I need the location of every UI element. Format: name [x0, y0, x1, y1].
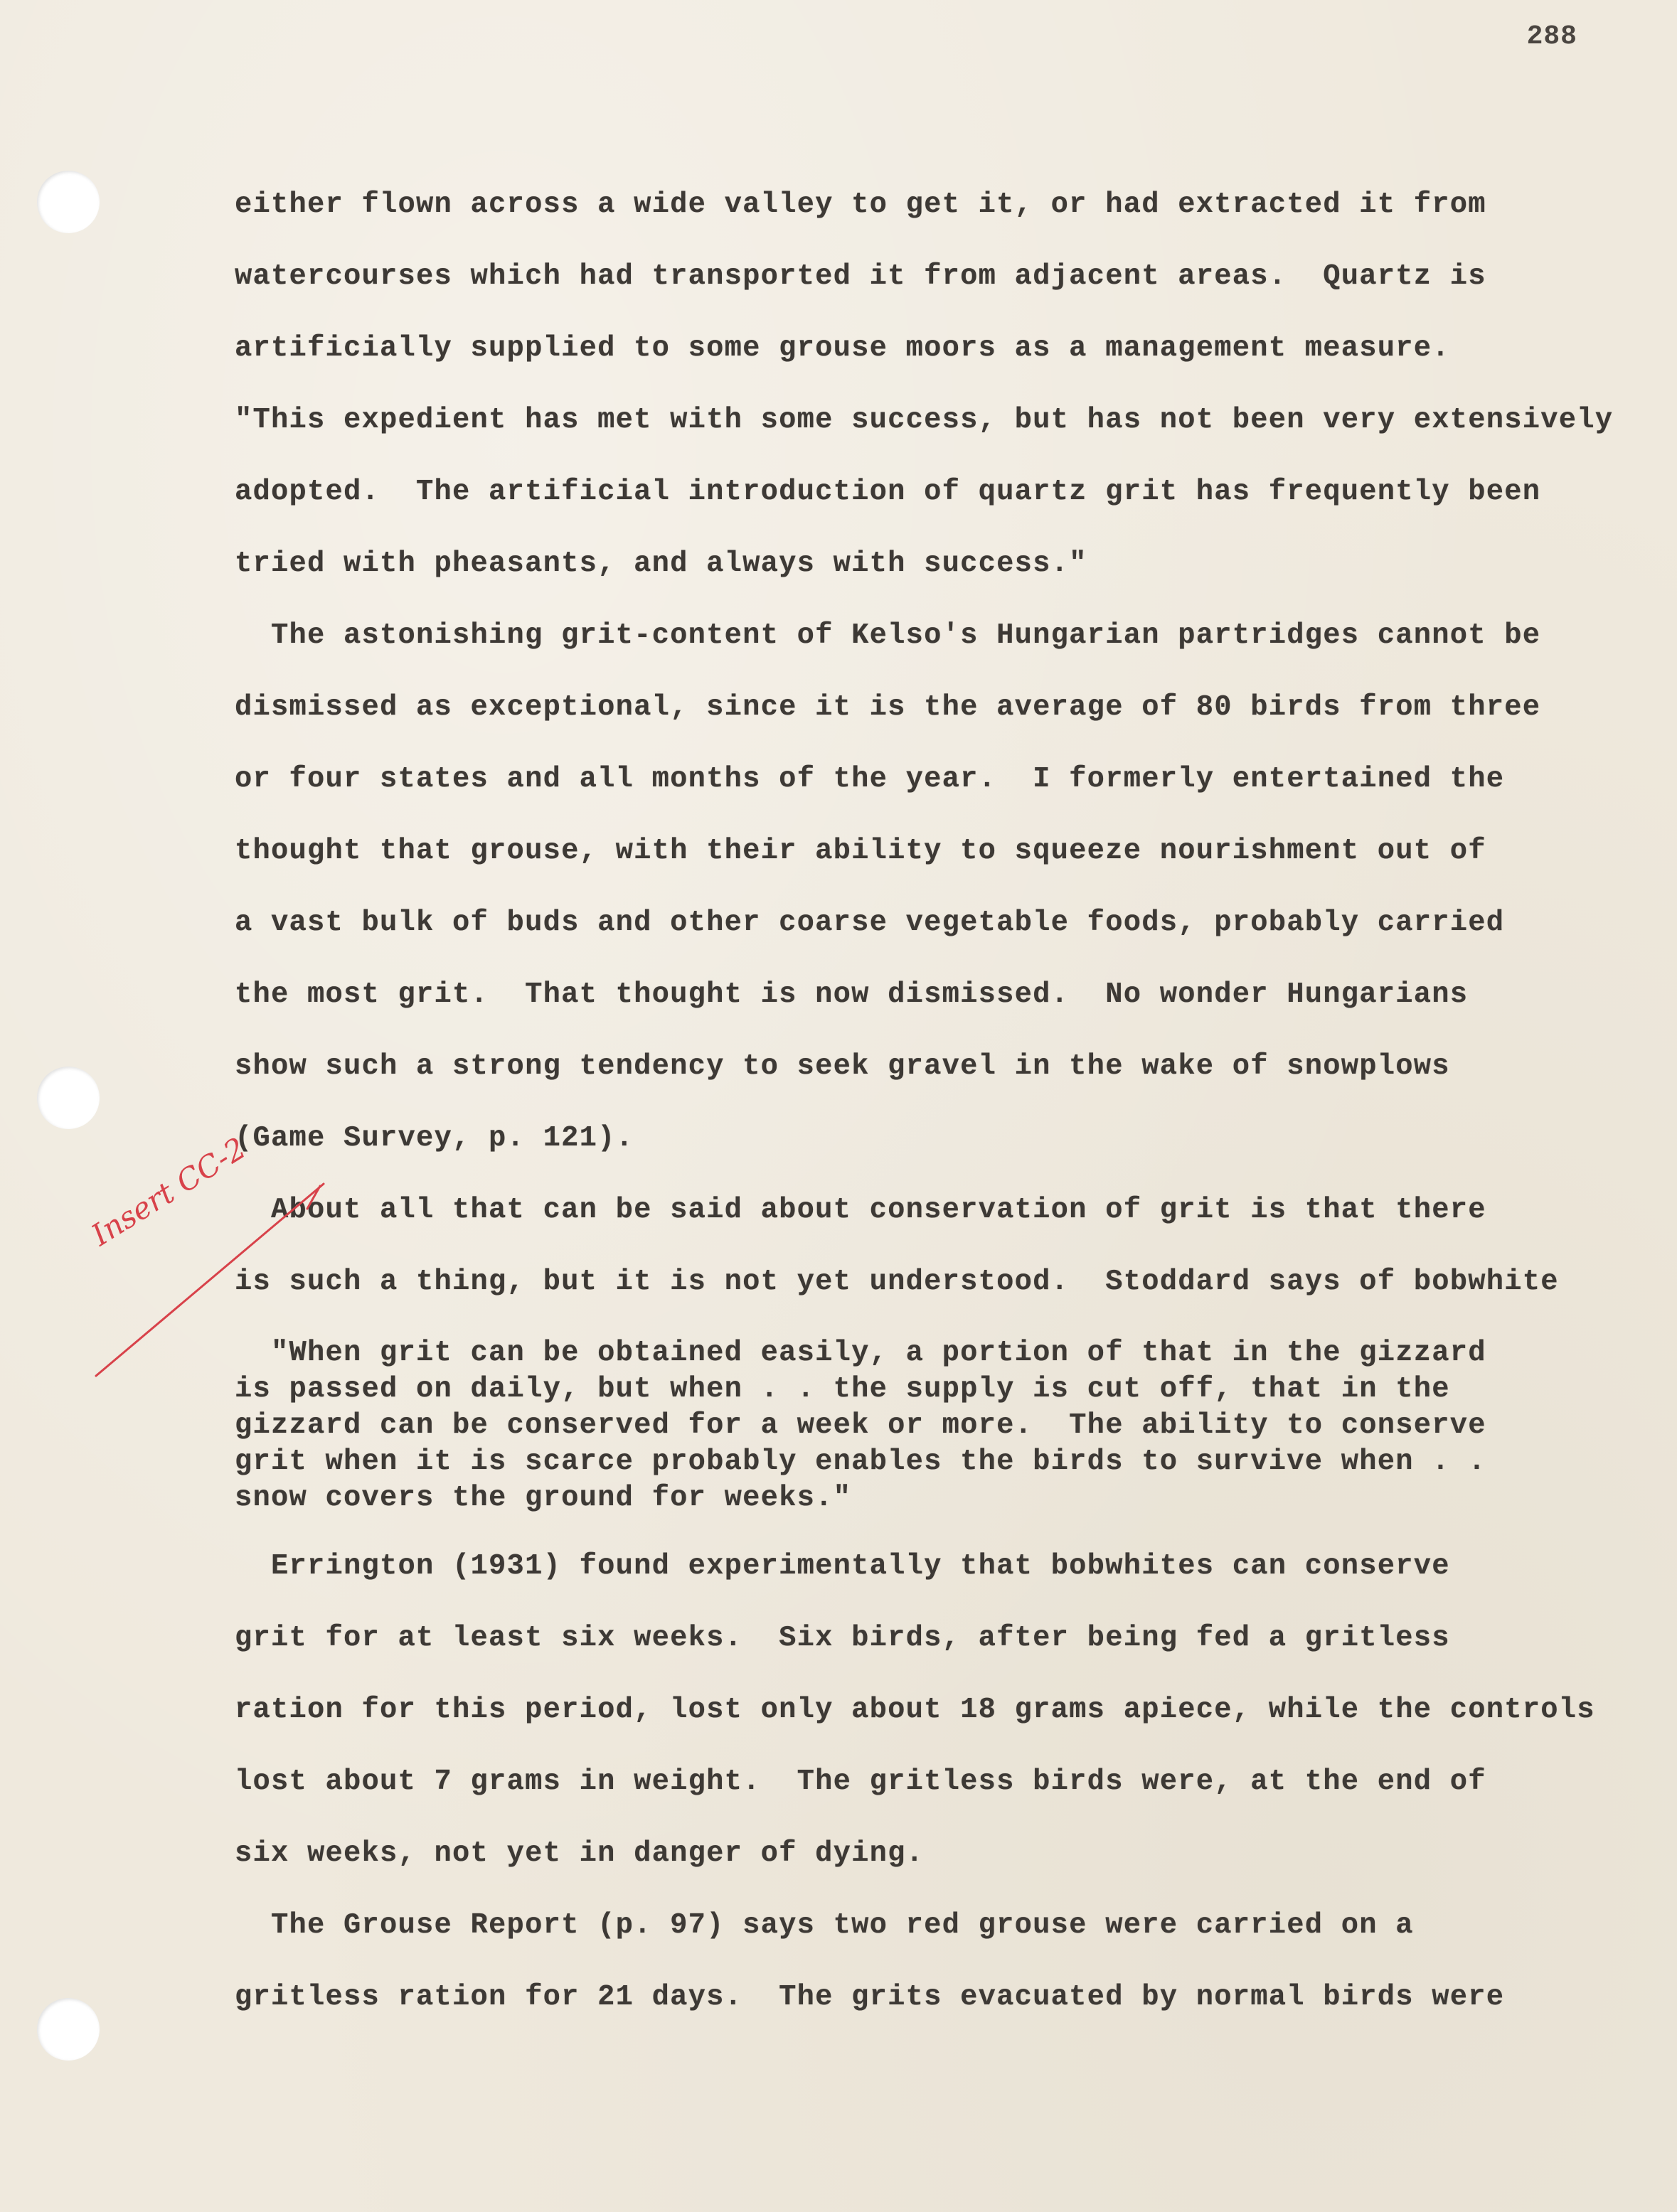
quote-line: grit when it is scarce probably enables the birds to survive when . .: [235, 1446, 1486, 1478]
punch-hole-top: [37, 171, 100, 233]
text-line: show such a strong tendency to seek gravel in the wake of snowplows: [235, 1050, 1450, 1083]
handwritten-insert-note: Insert CC-2: [85, 1130, 252, 1253]
text-line: or four states and all months of the year. I formerly entertained the: [235, 763, 1505, 796]
text-line: artificially supplied to some grouse moors as a management measure.: [235, 332, 1450, 365]
text-line: either flown across a wide valley to get it, or had extracted it from: [235, 188, 1486, 221]
text-line: (Game Survey, p. 121).: [235, 1122, 634, 1155]
quote-line: "When grit can be obtained easily, a portion of that in the gizzard: [235, 1337, 1486, 1369]
text-line: the most grit. That thought is now dismissed. No wonder Hungarians: [235, 978, 1469, 1011]
text-line: gritless ration for 21 days. The grits evacuated by normal birds were: [235, 1981, 1505, 2014]
quote-line: is passed on daily, but when . . the supply is cut off, that in the: [235, 1373, 1450, 1406]
punch-hole-bottom: [37, 1998, 100, 2061]
text-line: Errington (1931) found experimentally that bobwhites can conserve: [235, 1550, 1450, 1583]
text-line: tried with pheasants, and always with success.": [235, 547, 1087, 580]
text-line: "This expedient has met with some success, but has not been very extensively: [235, 404, 1614, 437]
text-line: is such a thing, but it is not yet understood. Stoddard says of bobwhite: [235, 1266, 1559, 1298]
text-line: grit for at least six weeks. Six birds, after being fed a gritless: [235, 1622, 1450, 1655]
text-line: adopted. The artificial introduction of quartz grit has frequently been: [235, 476, 1541, 508]
punch-hole-middle: [37, 1067, 100, 1129]
text-line: watercourses which had transported it from adjacent areas. Quartz is: [235, 260, 1486, 293]
text-line: The astonishing grit-content of Kelso's Hungarian partridges cannot be: [235, 619, 1541, 652]
quote-line: gizzard can be conserved for a week or more. The ability to conserve: [235, 1409, 1486, 1442]
quote-line: snow covers the ground for weeks.": [235, 1482, 852, 1514]
text-line: The Grouse Report (p. 97) says two red grouse were carried on a: [235, 1909, 1414, 1942]
text-line: About all that can be said about conservation of grit is that there: [235, 1194, 1486, 1227]
page-number: 288: [1526, 21, 1577, 52]
text-line: ration for this period, lost only about 18 grams apiece, while the controls: [235, 1694, 1595, 1726]
text-line: six weeks, not yet in danger of dying.: [235, 1837, 925, 1870]
text-line: a vast bulk of buds and other coarse vegetable foods, probably carried: [235, 907, 1505, 939]
text-line: dismissed as exceptional, since it is the average of 80 birds from three: [235, 691, 1541, 724]
text-line: lost about 7 grams in weight. The gritless birds were, at the end of: [235, 1765, 1486, 1798]
text-line: thought that grouse, with their ability to squeeze nourishment out of: [235, 835, 1486, 867]
